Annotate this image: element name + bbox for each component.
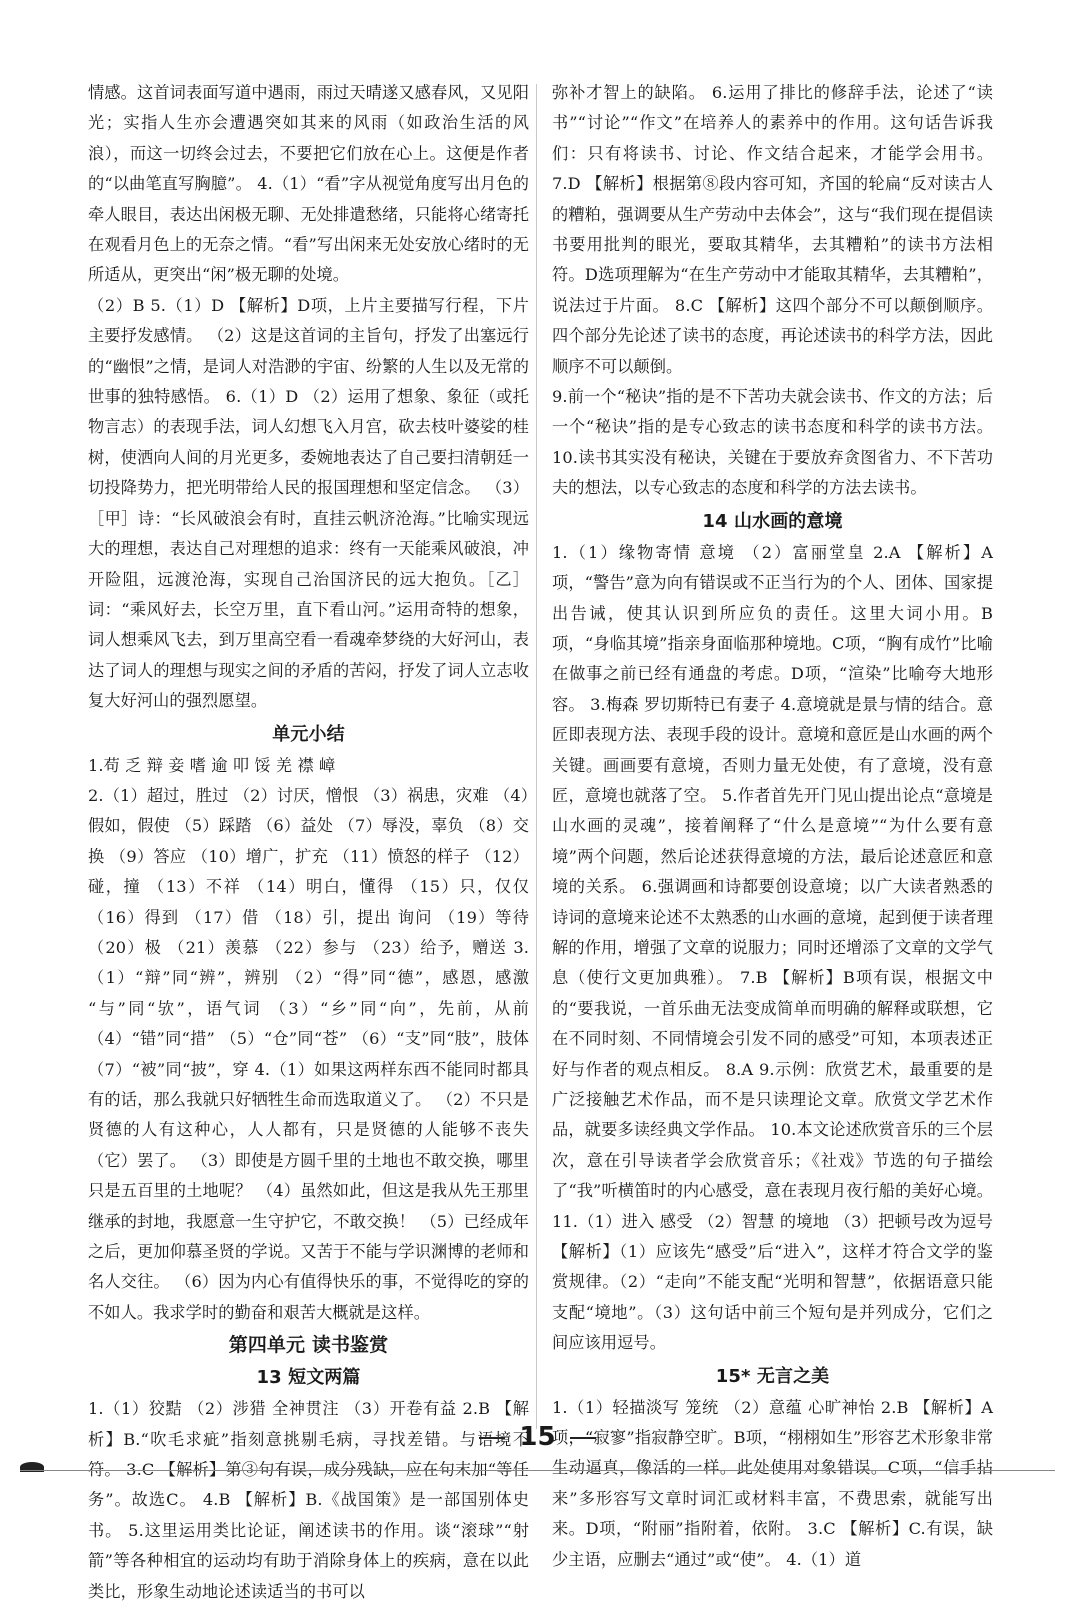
left-paragraph-1: 情感。这首词表面写道中遇雨，雨过天晴遂又感春风，又见阳光；实指人生亦会遭遇突如其来的风雨（如政治生活的风浪），而这一切终会过去，不要把它们放在心上。这便是作者的“以曲笔直写胸臆”。 4.（1）“看”字从视觉角度写出月色的牵人眼目，表达出闲极无聊、无处排遣愁绪，只能将心绪寄托在观看月色上的无奈之情。“看”写出闲来无处安放心绪时的无所适从，更突出“闲”极无聊的处境。: [88, 83, 529, 285]
heading-lesson-15: 15* 无言之美: [715, 1365, 830, 1387]
right-paragraph-3: 1.（1）缘物寄情 意境 （2）富丽堂皇 2.A 【解析】A项，“警告”意为向有错误或不正当行为的个人、团体、国家提出告诫，使其认识到所应负的责任。这里大词小用。B项，“身临其境”指亲身面临那种境地。C项，“胸有成竹”比喻在做事之前已经有通盘的考虑。D项，“渲染”比喻夸大地形容。 3.梅森 罗切斯特已有妻子 4.意境就是景与情的结合。意匠即表现方法、表现手段的设计。意境和意匠是山水画的两个关键。画画要有意境，否则力量无处使，有了意境，没有意匠，意境也就落了空。 5.作者首先开门见山提出论点“意境是山水画的灵魂”，接着阐释了“什么是意境”“为什么要有意境”两个问题，然后论述获得意境的方法，最后论述意匠和意境的关系。 6.强调画和诗都要创设意境；以广大读者熟悉的诗词的意境来论述不太熟悉的山水画的意境，起到便于读者理解的作用，增强了文章的说服力；同时还增添了文章的文学气息（使行文更加典雅）。 7.B 【解析】B项有误，根据文中的“要我说，一首乐曲无法变成简单而明确的解释或联想，它在不同时刻、不同情境会引发不同的感受”可知，本项表述正好与作者的观点相反。 8.A 9.示例：欣赏艺术，最重要的是广泛接触艺术作品，而不是只读理论文章。欣赏文学艺术作品，就要多读经典文学作品。 10.本文论述欣赏音乐的三个层次，意在引导读者学会欣赏音乐；《社戏》节选的句子描绘了“我”听横笛时的内心感受，意在表现月夜行船的美好心境。 11.（1）进入 感受 （2）智慧 的境地 （3）把顿号改为逗号 【解析】（1）应该先“感受”后“进入”，这样才符合文学的鉴赏规律。（2）“走向”不能支配“光明和智慧”，依据语意只能支配“境地”。（3）这句话中前三个短句是并列成分，它们之间应该用逗号。: [552, 542, 993, 1353]
column-divider: [536, 84, 537, 1429]
right-column: [552, 78, 993, 1575]
left-paragraph-4: 2.（1）超过，胜过 （2）讨厌，憎恨 （3）祸患，灾难 （4）假如，假使 （5）踩踏 （6）益处 （7）辱没，辜负 （8）交换 （9）答应 （10）增广，扩充 （11）愤怒的样子 （12）碰，撞 （13）不祥 （14）明白，懂得 （15）只，仅仅 （16）得到 （17）借 （18）引，提出 询问 （19）等待 （20）极 （21）羡慕 （22）参与 （23）给予，赠送 3.（1）“辩”同“辨”，辨别 （2）“得”同“德”，感恩，感激 “与”同“欤”，语气词 （3）“乡”同“向”，先前，从前 （4）“错”同“措” （5）“仓”同“苍” （6）“支”同“肢”，肢体 （7）“被”同“披”，穿 4.（1）如果这两样东西不能同时都具有的话，那么我就只好牺牲生命而选取道义了。 （2）不只是贤德的人有这种心，人人都有，只是贤德的人能够不丧失（它）罢了。 （3）即使是方圆千里的土地也不敢交换，哪里只是五百里的土地呢？ （4）虽然如此，但这是我从先王那里继承的封地，我愿意一生守护它，不敢交换！ （5）已经成年之后，更加仰慕圣贤的学说。又苦于不能与学识渊博的老师和名人交往。 （6）因为内心有值得快乐的事，不觉得吃的穿的不如人。我求学时的勤奋和艰苦大概就是这样。: [88, 785, 529, 1322]
page-number: [0, 1422, 1075, 1452]
left-paragraph-3: 1.苟 乏 辩 妾 嗜 逾 叩 馁 羌 襟 嶂: [88, 755, 336, 775]
right-paragraph-1: 弥补才智上的缺陷。 6.运用了排比的修辞手法，论述了“读书”“讨论”“作文”在培养人的素养中的作用。这句话告诉我们：只有将读书、讨论、作文结合起来，才能学会用书。 7.D 【解析】根据第⑧段内容可知，齐国的轮扁“反对读古人的糟粕，强调要从生产劳动中去体会”，这与“我们现在提倡读书要用批判的眼光，要取其精华，去其糟粕”的读书方法相符。D选项理解为“在生产劳动中才能取其精华，去其糟粕”，说法过于片面。 8.C 【解析】这四个部分不可以颠倒顺序。四个部分先论述了读书的态度，再论述读书的科学方法，因此顺序不可以颠倒。: [552, 83, 993, 376]
page-number-text: 15: [519, 1422, 556, 1452]
page-number-dash-right: [570, 1437, 596, 1439]
left-paragraph-5: 1.（1）狡黠 （2）涉猎 全神贯注 （3）开卷有益 2.B 【解析】B.“吹毛求疵”指刻意挑剔毛病，寻找差错。与语境不符。 3.C 【解析】第③句有误，成分残缺，应在句末加“等任务”。故选C。 4.B 【解析】B.《战国策》是一部国别体史书。 5.这里运用类比论证，阐述读书的作用。谈“滚球”“射箭”等各种相宜的运动均有助于消除身体上的疾病，意在以此类比，形象生动地论述读适当的书可以: [88, 1399, 529, 1601]
footer-rule: [20, 1470, 1055, 1471]
heading-lesson-13: 13 短文两篇: [256, 1367, 361, 1389]
page-number-dash-left: [479, 1437, 505, 1439]
right-paragraph-4: 1.（1）轻描淡写 笼统 （2）意蕴 心旷神怡 2.B 【解析】A项，“寂寥”指寂静空旷。B项，“栩栩如生”形容艺术形象非常生动逼真，像活的一样。此处使用对象错误。C项，“信手拈来”多形容写文章时词汇或材料丰富，不费思索，就能写出来。D项，“附丽”指附着，依附。 3.C 【解析】C.有误，缺少主语，应删去“通过”或“使”。 4.（1）道: [552, 1397, 993, 1569]
heading-unit-4: 第四单元 读书鉴赏: [228, 1334, 389, 1357]
heading-unit-summary: 单元小结: [272, 723, 345, 745]
left-column: [88, 78, 529, 1607]
left-paragraph-2: （2）B 5.（1）D 【解析】D项，上片主要描写行程，下片主要抒发感情。 （2）这是这首词的主旨句，抒发了出塞远行的“幽恨”之情，是词人对浩渺的宇宙、纷繁的人生以及无常的世事的独特感悟。 6.（1）D （2）运用了想象、象征（或托物言志）的表现手法，词人幻想飞入月宫，砍去枝叶婆娑的桂树，使洒向人间的月光更多，委婉地表达了自己要扫清朝廷一切投降势力，把光明带给人民的报国理想和坚定信念。 （3）［甲］诗：“长风破浪会有时，直挂云帆济沧海。”比喻实现远大的理想，表达自己对理想的追求：终有一天能乘风破浪，冲开险阻，远渡沧海，实现自己治国济民的远大抱负。［乙］词：“乘风好去，长空万里，直下看山河。”运用奇特的想象，词人想乘风飞去，到万里高空看一看魂牵梦绕的大好河山，表达了词人的理想与现实之间的矛盾的苦闷，抒发了词人立志收复大好河山的强烈愿望。: [88, 295, 529, 711]
right-paragraph-2: 9.前一个“秘诀”指的是不下苦功夫就会读书、作文的方法；后一个“秘诀”指的是专心致志的读书态度和科学的读书方法。 10.读书其实没有秘诀，关键在于要放弃贪图省力、不下苦功夫的想法，以专心致志的态度和科学的方法去读书。: [552, 387, 993, 498]
heading-lesson-14: 14 山水画的意境: [702, 510, 843, 532]
